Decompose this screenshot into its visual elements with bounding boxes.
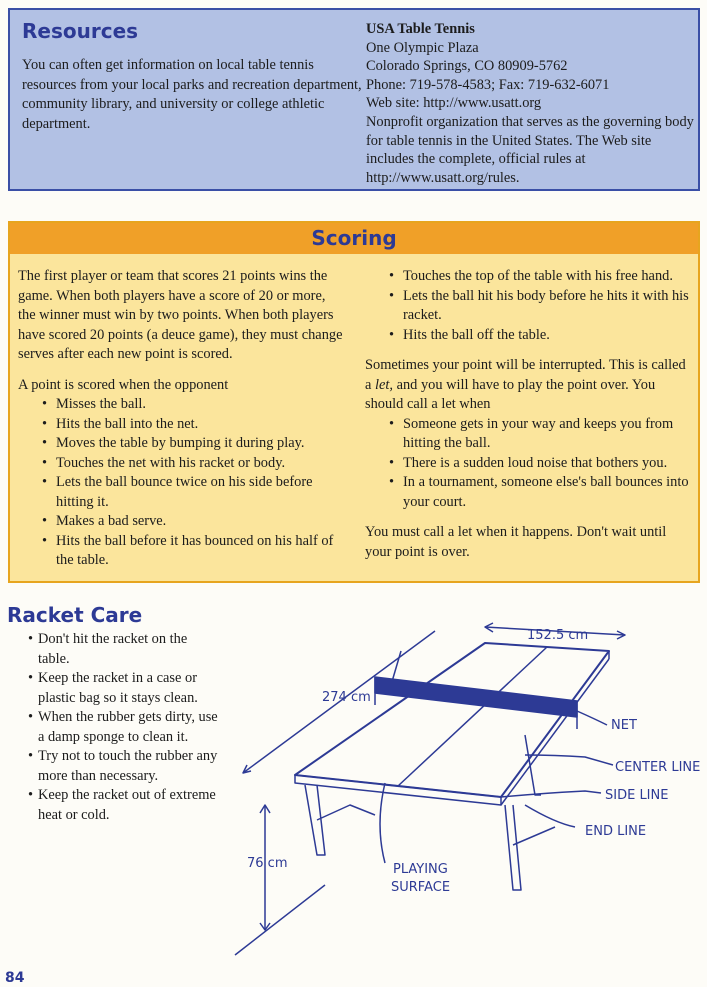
- table-leg: [305, 785, 325, 855]
- org-name: USA Table Tennis: [366, 21, 475, 37]
- list-item: • Hits the ball into the net.: [42, 415, 346, 435]
- table-top: [295, 643, 609, 797]
- resources-box: [8, 8, 700, 191]
- length-arrow: [243, 765, 251, 773]
- list-item: • Touches the top of the table with his free hand.: [389, 267, 695, 287]
- table-diagram: [225, 605, 707, 965]
- scoring-left-column: [18, 267, 346, 571]
- surface-label-1: PLAYING: [393, 862, 448, 877]
- list-item: • When the rubber gets dirty, use a damp sponge to clean it.: [28, 708, 218, 747]
- list-item: • Touches the net with his racket or body.: [42, 454, 346, 474]
- page-number: 84: [5, 970, 25, 986]
- list-item: • Moves the table by bumping it during play.: [42, 434, 346, 454]
- let-closing: You must call a let when it happens. Don't wait until your point is over.: [365, 524, 667, 560]
- scoring-intro: The first player or team that scores 21 points wins the game. When both players have a score of 20 or more, the winner must win by two points. When both players have scored 20 points (a deuce game), they must change serves after each new point is scored.: [18, 268, 343, 362]
- let-list: [389, 415, 695, 513]
- center-line-label: CENTER LINE: [615, 760, 701, 775]
- width-label: 152.5 cm: [527, 628, 589, 643]
- point-intro: A point is scored when the opponent: [18, 376, 229, 393]
- resources-intro: You can often get information on local table tennis resources from your local parks and recreation department, community library, and university or college athletic department.: [22, 57, 362, 132]
- website-link[interactable]: Web site: http://www.usatt.org: [366, 95, 542, 112]
- net-leader: [577, 711, 607, 725]
- let-paragraph: Sometimes your point will be interrupted. This is called a let, and you will have to play the point over. You should call a let when: [365, 357, 686, 412]
- center-line-leader: [525, 755, 613, 765]
- list-item: • Keep the racket out of extreme heat or cold.: [28, 786, 218, 825]
- list-item: • Keep the racket in a case or plastic bag so it stays clean.: [28, 669, 218, 708]
- floor-line: [235, 885, 325, 955]
- list-item: • Misses the ball.: [42, 395, 346, 415]
- list-item: • Makes a bad serve.: [42, 512, 346, 532]
- table-leg: [525, 735, 541, 795]
- list-item: • Try not to touch the rubber any more than necessary.: [28, 747, 218, 786]
- list-item: • Hits the ball off the table.: [389, 326, 695, 346]
- address-line2: Colorado Springs, CO 80909-5762: [366, 58, 568, 75]
- table-edge: [295, 775, 501, 805]
- height-label: 76 cm: [247, 856, 288, 871]
- scoring-box: [8, 221, 700, 583]
- length-label: 274 cm: [322, 690, 371, 705]
- list-item: • Someone gets in your way and keeps you from hitting the ball.: [389, 415, 695, 454]
- racket-care-title: Racket Care: [7, 603, 143, 627]
- org-description: Nonprofit organization that serves as the governing body for table tennis in the United States. The Web site includes the complete, official rules at http://www.usatt.org/rules.: [366, 113, 694, 186]
- end-line-leader: [525, 805, 575, 827]
- point-list: [42, 395, 346, 571]
- resources-title: Resources: [22, 19, 139, 43]
- point-list-continued: [389, 267, 695, 345]
- scoring-title: Scoring: [311, 226, 397, 250]
- end-line-label: END LINE: [585, 824, 647, 839]
- racket-care-list: [28, 630, 218, 825]
- net-label: NET: [611, 718, 637, 733]
- list-item: • Hits the ball before it has bounced on his half of the table.: [42, 532, 346, 571]
- list-item: • There is a sudden loud noise that bothers you.: [389, 454, 695, 474]
- surface-leader: [380, 783, 385, 863]
- resources-contact: [366, 20, 696, 187]
- scoring-right-column: [365, 267, 695, 562]
- list-item: • In a tournament, someone else's ball bounces into your court.: [389, 473, 695, 512]
- leg-brace: [317, 805, 375, 820]
- side-line-leader: [501, 791, 601, 797]
- side-line-label: SIDE LINE: [605, 788, 669, 803]
- scoring-header: [10, 223, 698, 254]
- list-item: • Don't hit the racket on the table.: [28, 630, 218, 669]
- leg-brace: [513, 827, 555, 845]
- table-leg: [505, 805, 521, 890]
- phone-fax: Phone: 719-578-4583; Fax: 719-632-6071: [366, 76, 610, 93]
- list-item: • Lets the ball bounce twice on his side before hitting it.: [42, 473, 346, 512]
- list-item: • Lets the ball hit his body before he hits it with his racket.: [389, 287, 695, 326]
- net: [375, 677, 577, 717]
- let-term: let,: [375, 376, 393, 393]
- address-line1: One Olympic Plaza: [366, 39, 479, 56]
- table-edge: [501, 659, 609, 805]
- surface-label-2: SURFACE: [391, 880, 451, 895]
